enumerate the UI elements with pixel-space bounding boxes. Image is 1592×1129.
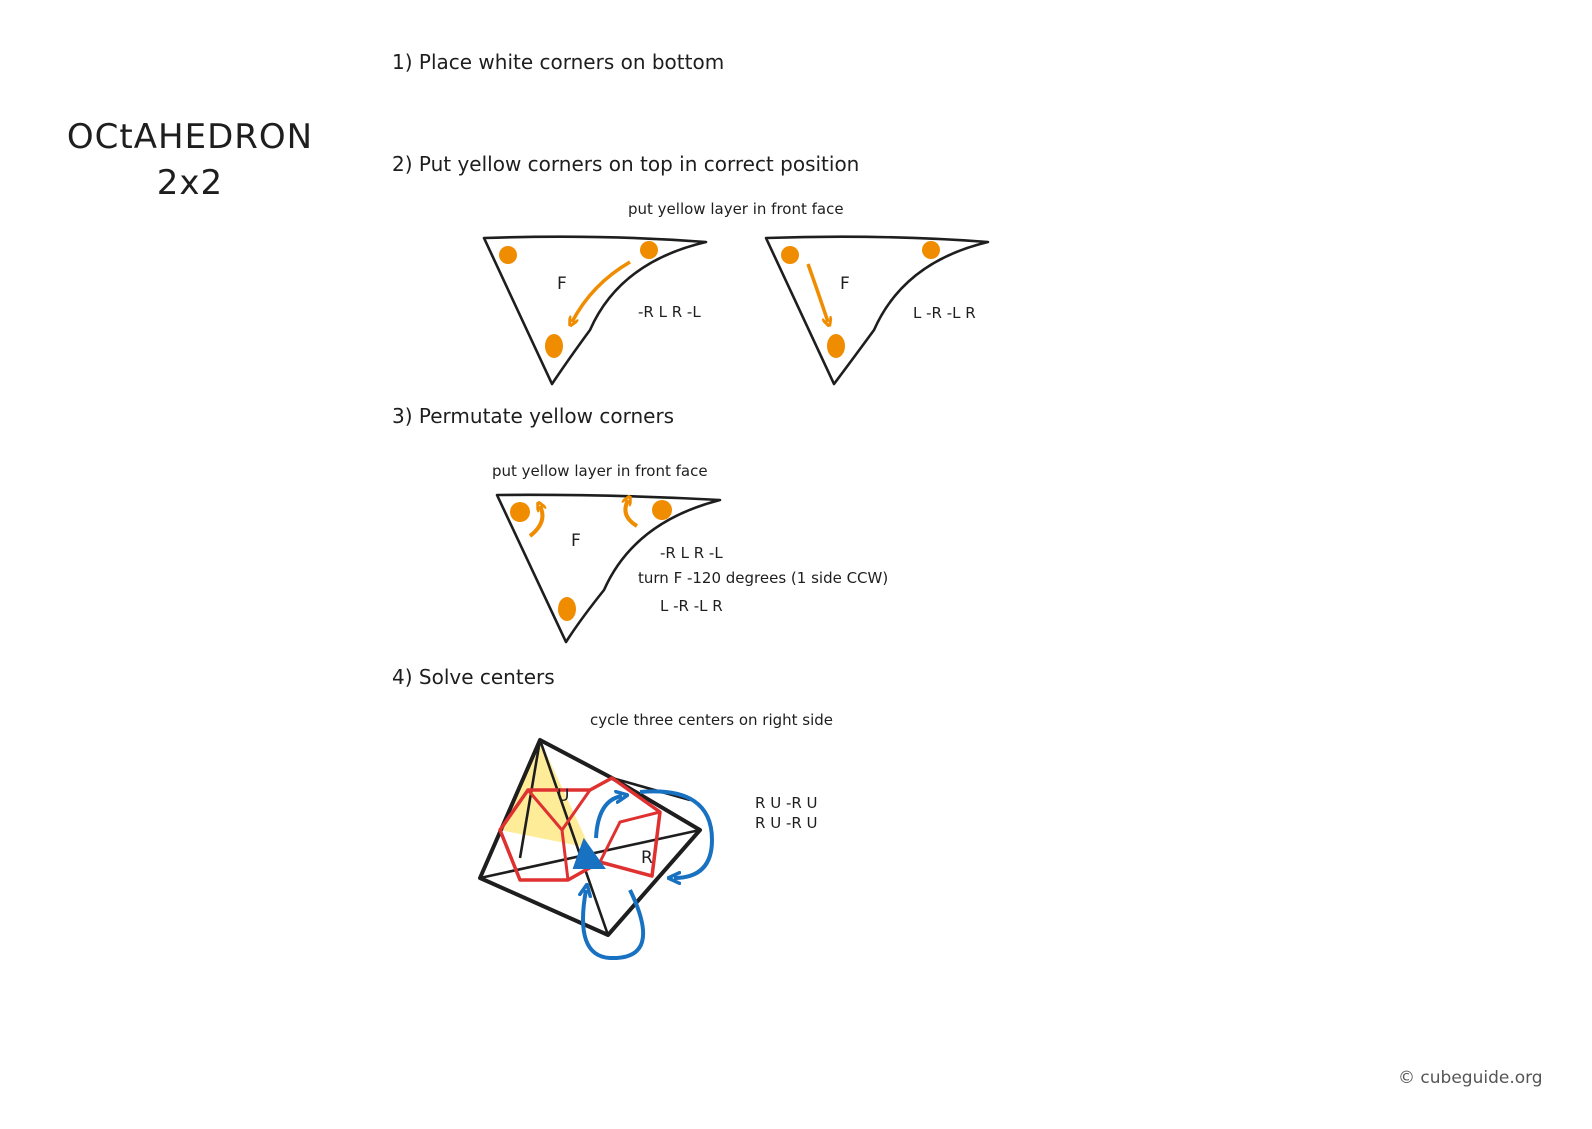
cycle-arrow (596, 796, 622, 838)
title-line-2: 2x2 (156, 163, 224, 203)
step-3-alg-2: turn F -120 degrees (1 side CCW) (638, 569, 889, 587)
step-2-triangle-left (484, 237, 706, 384)
step-4-octahedron (480, 740, 712, 958)
step-4-label: 4) Solve centers (392, 665, 555, 689)
step-4-alg-2: R U -R U (755, 814, 818, 832)
yellow-corner-marker (827, 334, 845, 358)
yellow-corner-marker (558, 597, 576, 621)
yellow-corner-marker (510, 502, 530, 522)
step-2-triangle-right (766, 237, 988, 384)
step-3-alg-1: -R L R -L (660, 544, 723, 562)
cycle-arrow (583, 890, 643, 958)
step-3-note: put yellow layer in front face (492, 462, 708, 480)
swap-arrow (572, 262, 630, 322)
step-3-alg-3: L -R -L R (660, 597, 723, 615)
yellow-corner-marker (781, 246, 799, 264)
step-2-note: put yellow layer in front face (628, 200, 844, 218)
step-1-label: 1) Place white corners on bottom (392, 50, 725, 74)
step-2-alg-right: L -R -L R (913, 304, 976, 322)
twist-arrow (625, 500, 637, 526)
step-3-face-label: F (571, 531, 581, 551)
yellow-corner-marker (652, 500, 672, 520)
credit-text: © cubeguide.org (1398, 1068, 1543, 1088)
yellow-corner-marker (499, 246, 517, 264)
twist-arrow (530, 506, 542, 536)
yellow-corner-marker (922, 241, 940, 259)
step-4-face-label-r: R (641, 848, 653, 868)
step-2-face-label-left: F (557, 274, 567, 294)
yellow-corner-marker (545, 334, 563, 358)
step-4-note: cycle three centers on right side (590, 711, 834, 729)
step-2-face-label-right: F (840, 274, 850, 294)
step-4-alg-1: R U -R U (755, 794, 818, 812)
step-3-triangle (497, 495, 720, 642)
title-line-1: OCtAHEDRON (66, 117, 314, 157)
step-2-alg-left: -R L R -L (638, 303, 701, 321)
swap-arrow (808, 264, 828, 322)
step-2-label: 2) Put yellow corners on top in correct position (392, 152, 860, 176)
step-3-label: 3) Permutate yellow corners (392, 404, 675, 428)
yellow-corner-marker (640, 241, 658, 259)
step-4-face-label-u: U (557, 786, 570, 806)
